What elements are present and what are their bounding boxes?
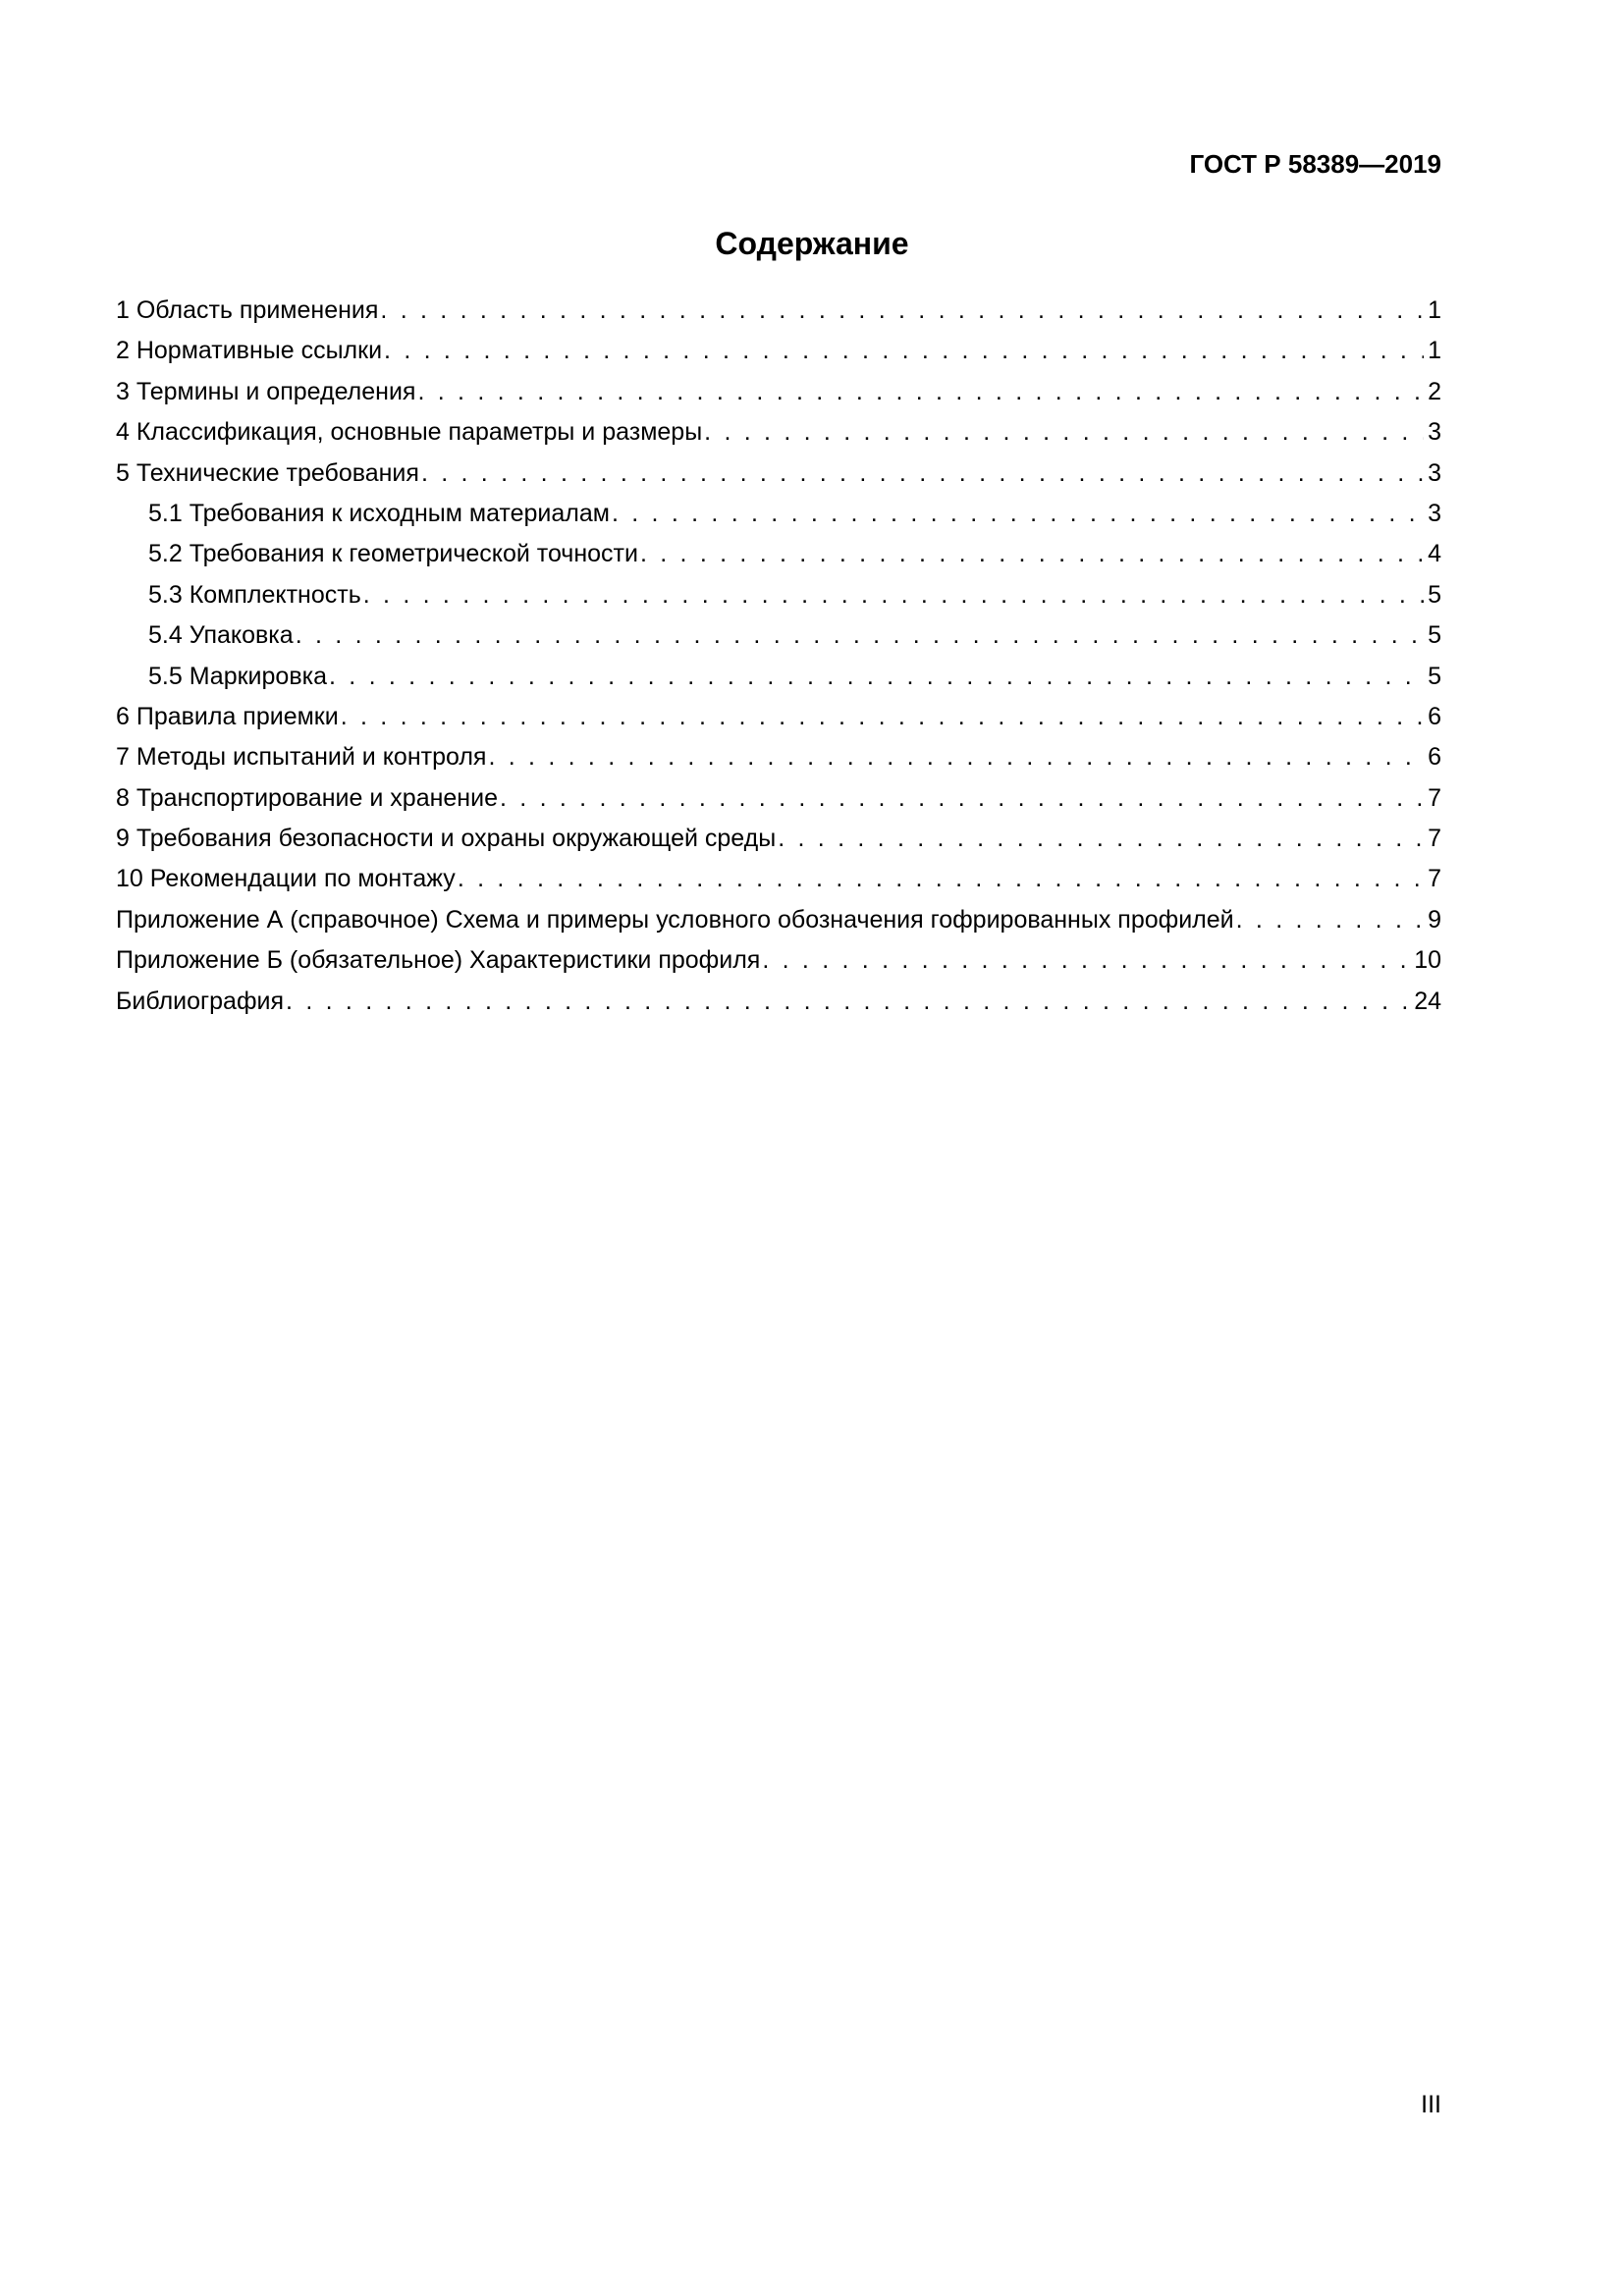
toc-item-label: 5 Технические требования xyxy=(116,458,419,487)
toc-title: Содержание xyxy=(715,226,909,261)
document-id: ГОСТ Р 58389—2019 xyxy=(1189,149,1441,179)
toc-item-page: 24 xyxy=(1414,987,1441,1015)
toc-item[interactable] xyxy=(116,737,1441,777)
toc-leader-dots xyxy=(421,454,1424,494)
toc-item-label: 7 Методы испытаний и контроля xyxy=(116,743,487,772)
toc-item-label: 5.4 Упаковка xyxy=(148,621,294,650)
toc-subitem[interactable] xyxy=(116,657,1441,697)
toc-item-label: 4 Классификация, основные параметры и размеры xyxy=(116,418,703,447)
toc-item[interactable] xyxy=(116,778,1441,819)
toc-item[interactable] xyxy=(116,454,1441,494)
toc-item-label: 6 Правила приемки xyxy=(116,702,339,730)
toc-item-page: 7 xyxy=(1428,865,1441,893)
toc-leader-dots xyxy=(640,534,1424,574)
toc-item[interactable] xyxy=(116,940,1441,981)
toc-leader-dots xyxy=(612,494,1424,534)
toc-item[interactable] xyxy=(116,859,1441,899)
toc-item-page: 7 xyxy=(1428,825,1441,853)
toc-item-page: 4 xyxy=(1428,540,1441,568)
toc-item-label: 1 Область применения xyxy=(116,296,379,324)
toc-item[interactable] xyxy=(116,982,1441,1022)
toc-leader-dots xyxy=(341,697,1424,737)
toc-leader-dots xyxy=(363,575,1424,615)
toc-leader-dots xyxy=(704,412,1424,453)
toc-item-page: 10 xyxy=(1414,946,1441,975)
toc-item[interactable] xyxy=(116,412,1441,453)
toc-subitem[interactable] xyxy=(116,575,1441,615)
toc-item-page: 9 xyxy=(1428,905,1441,934)
toc-item-label: 5.1 Требования к исходным материалам xyxy=(148,499,610,527)
toc-item-page: 6 xyxy=(1428,743,1441,772)
toc-item-label: 8 Транспортирование и хранение xyxy=(116,783,498,812)
toc-leader-dots xyxy=(384,331,1424,371)
toc-item-label: 5.5 Маркировка xyxy=(148,662,327,690)
toc-item-label: 5.2 Требования к геометрической точности xyxy=(148,540,638,568)
toc-item-label: 2 Нормативные ссылки xyxy=(116,337,383,365)
toc-item-label: Приложение А (справочное) Схема и примеры условного обозначения гофрированных профилей xyxy=(116,905,1234,934)
toc-subitem[interactable] xyxy=(116,534,1441,574)
toc-item-page: 1 xyxy=(1428,296,1441,324)
toc-item-label: 3 Термины и определения xyxy=(116,377,416,405)
toc-item[interactable] xyxy=(116,697,1441,737)
toc-item-page: 5 xyxy=(1428,621,1441,650)
toc-item[interactable] xyxy=(116,900,1441,940)
toc-item-page: 7 xyxy=(1428,783,1441,812)
toc-item-page: 2 xyxy=(1428,377,1441,405)
toc-subitem[interactable] xyxy=(116,494,1441,534)
toc-item-label: 10 Рекомендации по монтажу xyxy=(116,865,456,893)
toc-item-page: 3 xyxy=(1428,418,1441,447)
toc-item-page: 1 xyxy=(1428,337,1441,365)
toc-item[interactable] xyxy=(116,291,1441,331)
toc-item-label: 9 Требования безопасности и охраны окружающей среды xyxy=(116,825,777,853)
toc-leader-dots xyxy=(380,291,1424,331)
toc-leader-dots xyxy=(1236,900,1424,940)
toc-leader-dots xyxy=(458,859,1424,899)
toc-leader-dots xyxy=(762,940,1410,981)
toc-item-page: 3 xyxy=(1428,499,1441,527)
page-number: III xyxy=(1421,2091,1441,2118)
toc-item[interactable] xyxy=(116,372,1441,412)
toc-item-label: 5.3 Комплектность xyxy=(148,580,361,609)
toc-leader-dots xyxy=(296,615,1424,656)
toc-item-label: Приложение Б (обязательное) Характеристики профиля xyxy=(116,946,761,975)
toc-leader-dots xyxy=(488,737,1424,777)
toc-item-page: 5 xyxy=(1428,662,1441,690)
toc-leader-dots xyxy=(329,657,1424,697)
toc-leader-dots xyxy=(417,372,1424,412)
toc-item[interactable] xyxy=(116,331,1441,371)
toc-item-page: 5 xyxy=(1428,580,1441,609)
table-of-contents xyxy=(116,291,1441,1022)
toc-item-page: 3 xyxy=(1428,458,1441,487)
toc-leader-dots xyxy=(500,778,1424,819)
toc-leader-dots xyxy=(778,819,1424,859)
toc-item-label: Библиография xyxy=(116,987,285,1015)
toc-subitem[interactable] xyxy=(116,615,1441,656)
toc-item-page: 6 xyxy=(1428,702,1441,730)
toc-item[interactable] xyxy=(116,819,1441,859)
toc-leader-dots xyxy=(286,982,1410,1022)
